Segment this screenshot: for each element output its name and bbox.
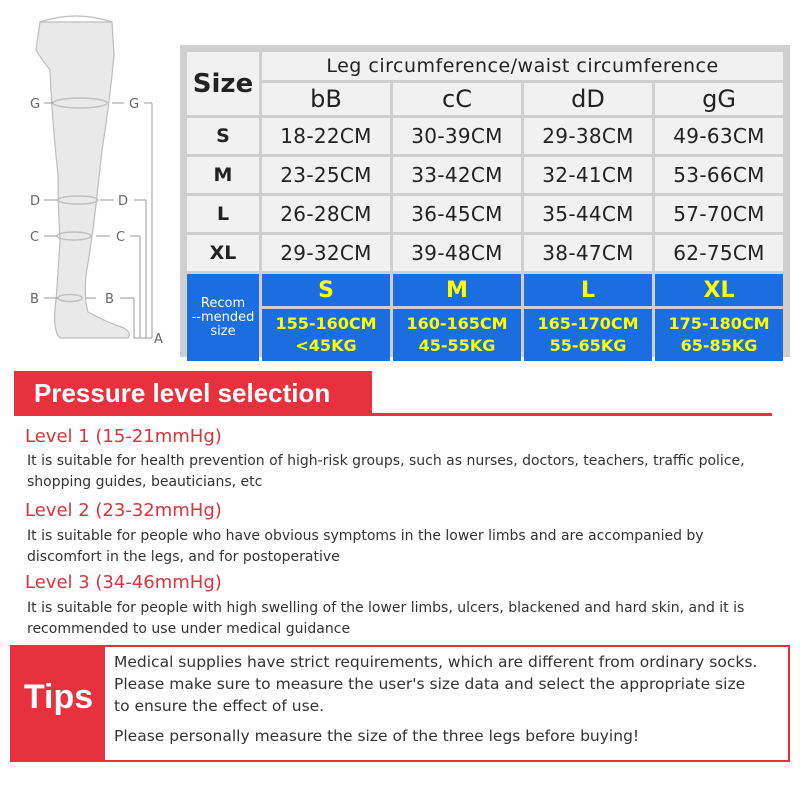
recommended-label-line: size bbox=[210, 323, 236, 339]
cell-value: 57-70CM bbox=[655, 196, 783, 232]
cell-value: 18-22CM bbox=[262, 118, 390, 154]
recommended-weight: 45-55KG bbox=[418, 336, 496, 355]
recommended-height: 155-160CM bbox=[275, 314, 377, 333]
description-line: recommended to use under medical guidance bbox=[27, 621, 351, 637]
description-line: It is suitable for health prevention of high-risk groups, such as nurses, doctors, teachers, traffic police, bbox=[27, 453, 745, 469]
description-line: It is suitable for people who have obvious symptoms in the lower limbs and are accompanied by bbox=[27, 528, 704, 544]
recommended-size: M bbox=[393, 274, 521, 306]
recommended-height: 165-170CM bbox=[537, 314, 639, 333]
description-line: shopping guides, beauticians, etc bbox=[27, 474, 263, 490]
tips-text bbox=[114, 651, 784, 747]
row-size: M bbox=[187, 157, 259, 193]
table-row bbox=[187, 157, 783, 193]
level-2-description bbox=[27, 526, 777, 568]
cell-value: 53-66CM bbox=[655, 157, 783, 193]
cell-value: 35-44CM bbox=[524, 196, 652, 232]
label-c-left: C bbox=[30, 230, 40, 245]
circumference-header: Leg circumference/waist circumference bbox=[262, 52, 783, 80]
cell-value: 23-25CM bbox=[262, 157, 390, 193]
recommended-size: L bbox=[524, 274, 652, 306]
tips-line: Please make sure to measure the user's size data and select the appropriate size bbox=[114, 675, 746, 693]
recommended-weight: 55-65KG bbox=[549, 336, 627, 355]
recommended-label-line: --mended bbox=[191, 309, 255, 325]
cell-value: 38-47CM bbox=[524, 235, 652, 271]
cell-value: 30-39CM bbox=[393, 118, 521, 154]
table-row bbox=[187, 235, 783, 271]
cell-value: 39-48CM bbox=[393, 235, 521, 271]
cell-value: 62-75CM bbox=[655, 235, 783, 271]
tips-line: Please personally measure the size of the three legs before buying! bbox=[114, 727, 640, 745]
cell-value: 29-38CM bbox=[524, 118, 652, 154]
column-b-header: bB bbox=[262, 83, 390, 115]
description-line: It is suitable for people with high swelling of the lower limbs, ulcers, blackened and hard skin, and it is bbox=[27, 600, 745, 616]
recommended-weight: <45KG bbox=[295, 336, 357, 355]
recommended-detail bbox=[393, 309, 521, 361]
level-1-description bbox=[27, 451, 777, 493]
cell-value: 26-28CM bbox=[262, 196, 390, 232]
recommended-size: XL bbox=[655, 274, 783, 306]
cell-value: 49-63CM bbox=[655, 118, 783, 154]
label-d-left: D bbox=[30, 194, 41, 209]
label-g-left: G bbox=[30, 97, 41, 112]
recommended-height: 160-165CM bbox=[406, 314, 508, 333]
table-row bbox=[187, 118, 783, 154]
pressure-section-title: Pressure level selection bbox=[14, 371, 372, 415]
row-size: S bbox=[187, 118, 259, 154]
tips-box bbox=[10, 645, 790, 762]
tips-line: to ensure the effect of use. bbox=[114, 697, 325, 715]
size-header: Size bbox=[187, 52, 259, 115]
recommended-detail bbox=[262, 309, 390, 361]
column-c-header: cC bbox=[393, 83, 521, 115]
label-a: A bbox=[154, 332, 163, 347]
row-size: L bbox=[187, 196, 259, 232]
tips-label: Tips bbox=[12, 647, 105, 760]
leg-silhouette bbox=[36, 22, 129, 338]
level-3-title: Level 3 (34-46mmHg) bbox=[25, 572, 222, 593]
cell-value: 32-41CM bbox=[524, 157, 652, 193]
level-3-description bbox=[27, 598, 777, 640]
recommended-size: S bbox=[262, 274, 390, 306]
table-row bbox=[187, 196, 783, 232]
recommended-label-line: Recom bbox=[200, 295, 246, 311]
recommended-detail bbox=[655, 309, 783, 361]
label-d-right: D bbox=[118, 194, 129, 209]
cell-value: 29-32CM bbox=[262, 235, 390, 271]
column-d-header: dD bbox=[524, 83, 652, 115]
recommended-weight: 65-85KG bbox=[680, 336, 758, 355]
size-chart bbox=[180, 45, 790, 357]
level-1-title: Level 1 (15-21mmHg) bbox=[25, 426, 222, 447]
label-c-right: C bbox=[116, 230, 126, 245]
description-line: discomfort in the legs, and for postoperative bbox=[27, 549, 340, 565]
section-divider bbox=[14, 413, 772, 416]
cell-value: 36-45CM bbox=[393, 196, 521, 232]
level-2-title: Level 2 (23-32mmHg) bbox=[25, 500, 222, 521]
recommended-size-label bbox=[187, 274, 259, 361]
label-g-right: G bbox=[129, 97, 140, 112]
recommended-detail bbox=[524, 309, 652, 361]
row-size: XL bbox=[187, 235, 259, 271]
cell-value: 33-42CM bbox=[393, 157, 521, 193]
leg-measurement-diagram bbox=[0, 0, 180, 350]
recommended-height: 175-180CM bbox=[668, 314, 770, 333]
tips-line: Medical supplies have strict requirements, which are different from ordinary socks. bbox=[114, 653, 758, 671]
column-g-header: gG bbox=[655, 83, 783, 115]
label-b-right: B bbox=[105, 292, 114, 307]
label-b-left: B bbox=[30, 292, 39, 307]
